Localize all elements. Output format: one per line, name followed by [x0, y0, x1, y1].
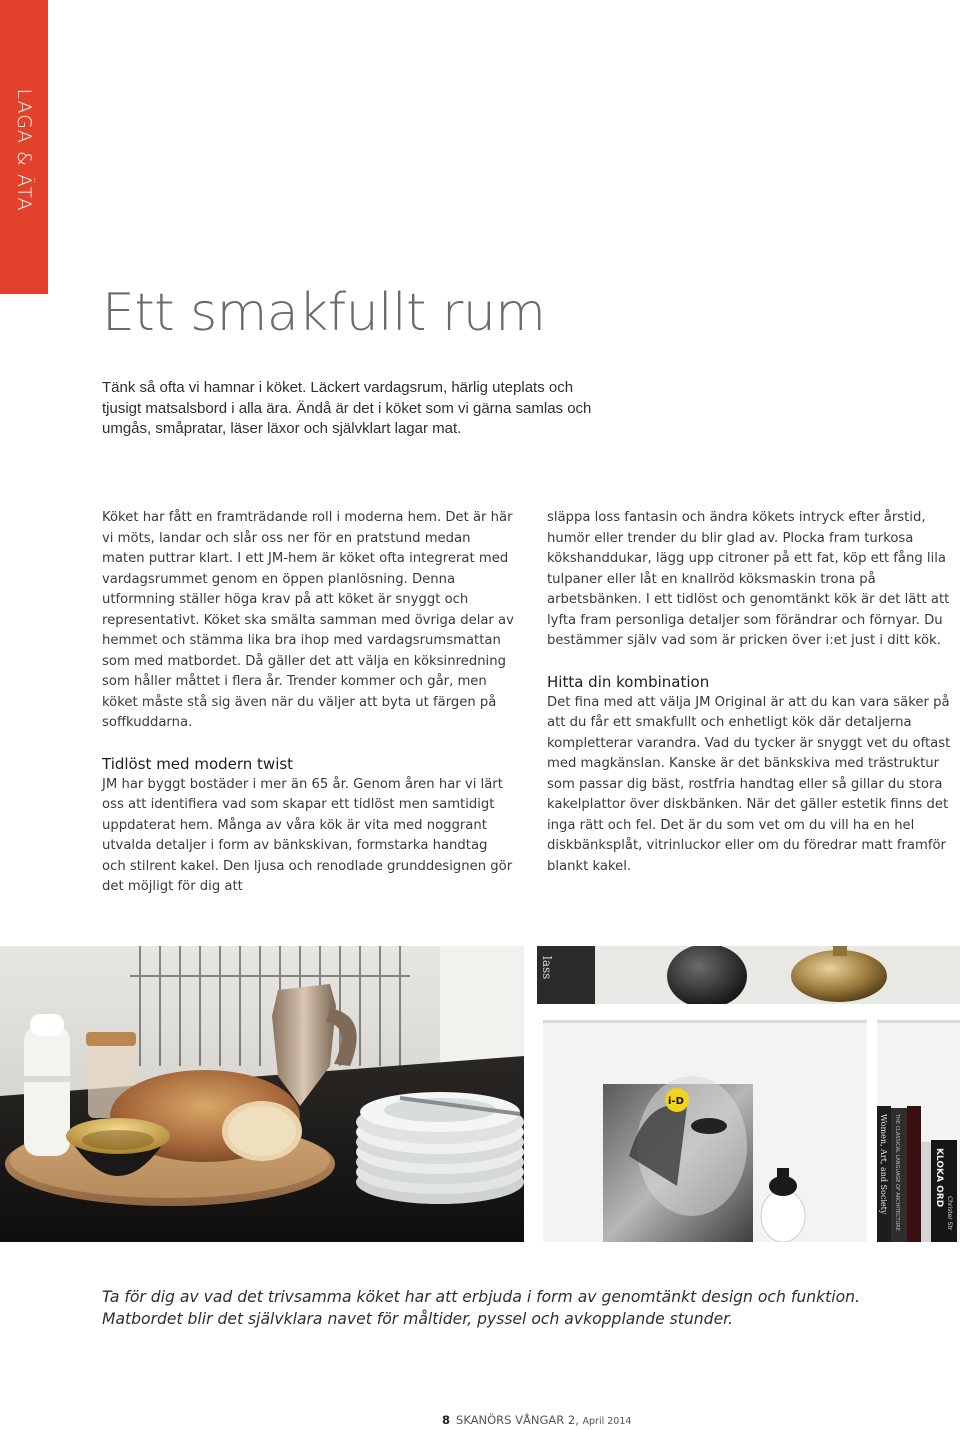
magazine-logo: i-D — [668, 1096, 684, 1107]
column1-paragraph2: JM har byggt bostäder i mer än 65 år. Genom åren har vi lärt oss att identifiera vad som skapar ett tidlöst men samtidigt uppdaterat hem. Många av våra kök är vita med noggrant utvalda detaljer i form av bänkskivan, formstarka handtag och stilrent kakel. Den ljusa och renodlade grunddesignen gör det möjligt för dig att — [102, 776, 513, 894]
text-column-left — [102, 508, 514, 898]
photo-caption: Ta för dig av vad det trivsamma köket har att erbjuda i form av genomtänkt design och funktion. Matbordet blir det självklara navet för måltider, pyssel och avkopplande stunder. — [102, 1288, 860, 1328]
section-tab-label: LAGA & ÄTA — [13, 88, 35, 212]
column1-heading: Tidlöst med modern twist — [102, 754, 294, 773]
column2-paragraph2: Det fina med att välja JM Original är att du kan vara säker på att du får ett smakfullt och enhetligt kök där detaljerna kompletterar varandra. Vad du tycker är snyggt vet du oftast med magkänslan. Kanske är det bänkskiva med trästruktur som passar dig bäst, rostfria handtag eller så gillar du stora kakelplattor över diskbänken. När det gäller estetik finns det inga rätt och fel. Det är du som vet om du vill ha en hel diskbänksplåt, vitrinluckor eller om du föredrar matt framför blankt kakel. — [547, 694, 951, 874]
column2-paragraph1: släppa loss fantasin och ändra kökets intryck efter årstid, humör eller trender du blir glad av. Plocka fram turkosa kökshanddukar, lägg upp citroner på ett fat, köp ett fång lila tulpaner eller låt en knallröd köksmaskin trona på arbetsbänken. I ett tidlöst och genomtänkt kök är det lätt att lyfta fram personliga detaljer som förändrar och förnyar. Du bestämmer själv vad som är pricken över i:et just i ditt kök. — [547, 510, 950, 648]
book4-spine: THE CLASSICAL LANGUAGE OF ARCHITECTURE — [894, 1114, 900, 1231]
intro-text: Tänk så ofta vi hamnar i köket. Läckert vardagsrum, härlig uteplats och tjusigt matsalsbord i alla ära. Ändå är det i köket som vi gärna samlas och umgås, småpratar, läser läxor och självklart lagar mat. — [102, 379, 592, 437]
text-column-right — [547, 508, 959, 877]
column2-heading: Hitta din kombination — [547, 672, 710, 691]
book2-spine: KLOKA ORD — [934, 1148, 944, 1208]
column1-paragraph1: Köket har fått en framträdande roll i moderna hem. Det är här vi möts, landar och slår oss ner för en pratstund medan maten puttrar klart. I ett JM-hem är köket ofta integrerat med vardagsrummet genom en öppen planlösning. Denna utformning ställer höga krav på att köket är snyggt och representativt. Köket ska smälta samman med övriga delar av hemmet och stämma lika bra ihop med vardagsrumsmattan som med matbordet. Då gäller det att välja en köksinredning som håller måttet i flera år. Trender kommer och går, men köket måste stå sig även när du väljer att byta ut färgen på soffkuddarna. — [102, 510, 514, 730]
publication-date: April 2014 — [582, 1416, 632, 1427]
publication-name: SKANÖRS VÅNGAR 2, — [456, 1413, 579, 1427]
section-tab-label-wrap — [0, 0, 48, 294]
kitchen-table-photo — [0, 946, 524, 1242]
page-number: 8 — [442, 1413, 451, 1427]
book3-spine: Christer Str — [946, 1196, 953, 1231]
page-footer — [442, 1413, 631, 1427]
top-book-spine: lass — [540, 956, 554, 980]
shelf-illustration — [537, 946, 960, 1242]
kitchen-table-illustration — [0, 946, 524, 1242]
page-title: Ett smakfullt rum — [102, 283, 546, 343]
book1-spine: Women, Art, and Society — [879, 1114, 888, 1215]
shelf-photo — [537, 946, 960, 1242]
